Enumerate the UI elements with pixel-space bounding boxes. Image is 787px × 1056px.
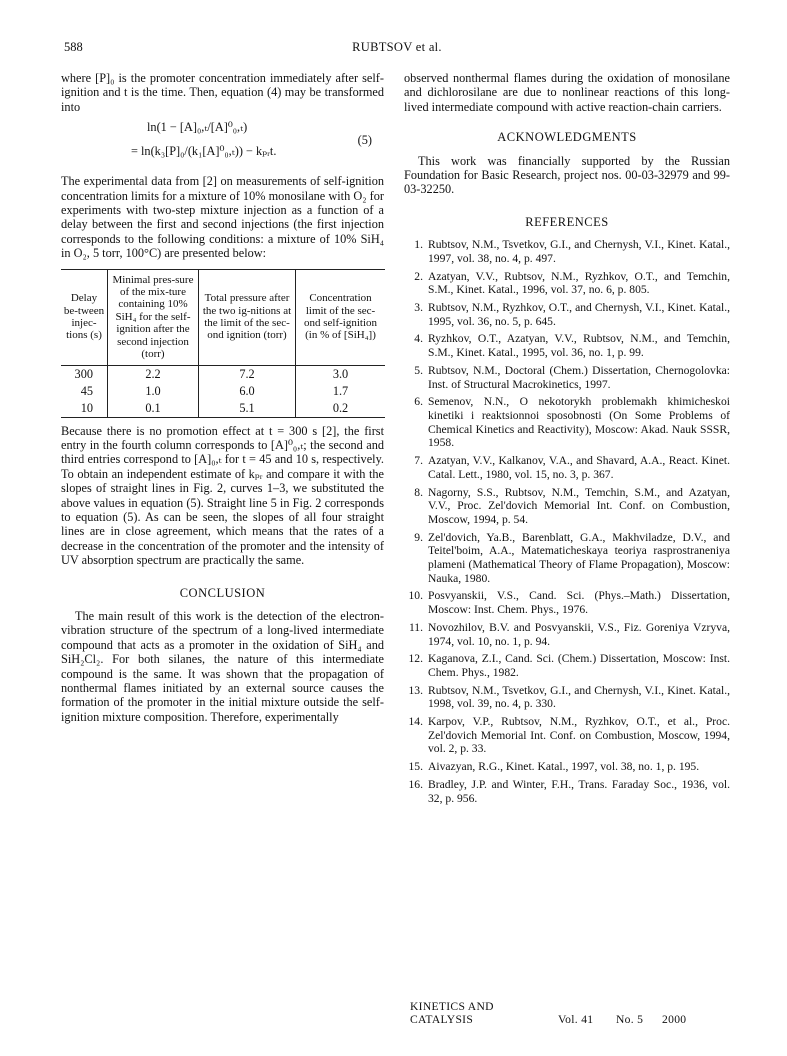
reference-number: 11.	[408, 620, 423, 634]
reference-number: 8.	[414, 485, 423, 499]
data-paragraph: The experimental data from [2] on measurements of self-ignition concentration limits for a mixture of 10% monosilane with O₂ for experiments with two-step mixture injection as a function of a delay between the first and second injections (the first injection corresponds to the following conditions: a mixture of 10% SiH₄ in O₂, 5 torr, 100°C) are presented below:	[61, 174, 384, 261]
references-heading: REFERENCES	[525, 214, 609, 229]
reference-number: 5.	[414, 363, 423, 377]
reference-number: 6.	[414, 395, 423, 409]
table-header-cell: Concentration limit of the sec-ond self-ignition (in % of [SiH₄])	[296, 269, 386, 365]
reference-number: 4.	[414, 332, 423, 346]
reference-item	[404, 364, 730, 391]
page-footer	[410, 1000, 730, 1026]
references-list	[404, 238, 730, 805]
reference-text: Rubtsov, N.M., Doctoral (Chem.) Dissertation, Chernogolovka: Inst. of Structural Macrokinetics, 1997.	[428, 363, 730, 391]
table-cell: 1.7	[296, 383, 386, 400]
conclusion-paragraph: The main result of this work is the detection of the electron-vibration structure of the spectrum of a long-lived intermediate compound that acts as a promoter in the oxidation of SiH₄ and SiH₂Cl₂. For both silanes, the nature of this intermediate compound is the same. It was shown that the propagation of nonthermal flames initiated by an external source causes the formation of the promoter in the initial mixture outside the self-ignition mixture composition. Therefore, experimentally	[61, 608, 384, 724]
reference-item	[404, 684, 730, 711]
table-cell: 6.0	[199, 383, 296, 400]
equation-line-1: ln(1 − [A]₀,ₜ/[A]⁰₀,ₜ)	[147, 120, 248, 135]
journal-name: KINETICS AND CATALYSIS	[410, 1000, 494, 1026]
table-cell: 3.0	[296, 365, 386, 383]
reference-item	[404, 454, 730, 481]
reference-item	[404, 332, 730, 359]
reference-item	[404, 486, 730, 527]
equation-5	[61, 120, 384, 166]
reference-text: Rubtsov, N.M., Tsvetkov, G.I., and Chernysh, V.I., Kinet. Katal., 1998, vol. 39, no. 4, p. 330.	[428, 683, 730, 711]
reference-text: Kaganova, Z.I., Cand. Sci. (Chem.) Dissertation, Moscow: Inst. Chem. Phys., 1982.	[428, 652, 730, 679]
reference-text: Rubtsov, N.M., Ryzhkov, O.T., and Chernysh, V.I., Kinet. Katal., 1995, vol. 36, no. 5, p. 645.	[428, 301, 730, 328]
right-column	[404, 71, 730, 809]
reference-number: 1.	[414, 238, 423, 252]
acknowledgments-heading: ACKNOWLEDGMENTS	[497, 130, 637, 145]
table-header-row	[61, 269, 385, 365]
table-cell: 45	[61, 383, 108, 400]
equation-line-2: = ln(k₃[P]₀/(k₁[A]⁰₀,ₜ)) − kₚᵣt.	[131, 144, 277, 159]
reference-item	[404, 652, 730, 679]
reference-item	[404, 395, 730, 450]
table-header-cell: Delay be-tween injec-tions (s)	[61, 269, 108, 365]
table-cell: 300	[61, 365, 108, 383]
reference-item	[404, 589, 730, 616]
equation-number: (5)	[357, 133, 372, 148]
reference-text: Zel'dovich, Ya.B., Barenblatt, G.A., Makhviladze, D.V., and Teitel'boim, A.A., Matematicheskaya teoriya rasprostraneniya plameni (Mathematical Theory of Flame Propagation), Moscow: Nauka, 1980.	[428, 530, 730, 585]
reference-number: 10.	[408, 589, 423, 603]
journal-number: No. 5	[616, 1013, 644, 1026]
table-header-cell: Total pressure after the two ig-nitions at the limit of the sec-ond ignition (torr)	[199, 269, 296, 365]
reference-number: 14.	[408, 715, 423, 729]
discussion-paragraph: Because there is no promotion effect at t = 300 s [2], the first entry in the fourth column corresponds to [A]⁰₀,ₜ; the second and third entries correspond to [A]₀,ₜ for t = 45 and 10 s, respectively. To obtain an independent estimate of kₚᵣ and compare it with the slopes of straight lines in Fig. 2, curves 1–3, we substituted the above values in equation (5). Straight line 5 in Fig. 2 corresponds to equation (5). As can be seen, the slopes of all four straight lines are in close agreement, which means that the rates of a decrease in the concentration of the promoter and the intensity of UV absorption spectrum are practically the same.	[61, 423, 384, 568]
page-number: 588	[64, 40, 83, 54]
reference-number: 15.	[408, 760, 423, 774]
reference-number: 9.	[414, 530, 423, 544]
table-cell: 2.2	[108, 365, 199, 383]
data-table	[61, 269, 385, 418]
reference-item	[404, 760, 730, 774]
table-cell: 10	[61, 400, 108, 418]
reference-text: Azatyan, V.V., Kalkanov, V.A., and Shavard, A.A., React. Kinet. Catal. Lett., 1980, vol. 15, no. 3, p. 367.	[428, 454, 730, 481]
table-cell: 1.0	[108, 383, 199, 400]
journal-year: 2000	[662, 1013, 687, 1026]
table-row	[61, 365, 385, 383]
continuation-paragraph: observed nonthermal flames during the oxidation of monosilane and dichlorosilane are due to nonlinear reactions of this long-lived intermediate compound with active reaction-chain carriers.	[404, 71, 730, 114]
table-cell: 0.2	[296, 400, 386, 418]
reference-text: Ryzhkov, O.T., Azatyan, V.V., Rubtsov, N.M., and Temchin, S.M., Kinet. Katal., 1995, vol. 36, no. 1, p. 99.	[428, 332, 730, 360]
table-cell: 7.2	[199, 365, 296, 383]
reference-text: Semenov, N.N., O nekotorykh problemakh khimicheskoi kinetiki i reaktsionnoi sposobnosti (On Some Problems of Chemical Kinetics and Reactivity), Moscow: Akad. Nauk SSSR, 1958.	[428, 395, 730, 450]
reference-number: 3.	[414, 301, 423, 315]
table-cell: 0.1	[108, 400, 199, 418]
reference-item	[404, 270, 730, 297]
reference-text: Rubtsov, N.M., Tsvetkov, G.I., and Chernysh, V.I., Kinet. Katal., 1997, vol. 38, no. 4, p. 497.	[428, 238, 730, 265]
reference-number: 12.	[408, 652, 423, 666]
acknowledgments-paragraph: This work was financially supported by the Russian Foundation for Basic Research, project nos. 00-03-32979 and 99-03-32250.	[404, 153, 730, 197]
reference-number: 13.	[408, 683, 423, 697]
journal-volume: Vol. 41	[558, 1013, 594, 1026]
table-row	[61, 400, 385, 418]
reference-text: Nagorny, S.S., Rubtsov, N.M., Temchin, S.M., and Azatyan, V.V., Proc. Zel'dovich Memorial Int. Conf. on Combustion, Moscow, 1994, p. 54.	[428, 485, 730, 526]
reference-text: Karpov, V.P., Rubtsov, N.M., Ryzhkov, O.T., et al., Proc. Zel'dovich Memorial Int. Conf. on Combustion, Moscow, 1994, vol. 2, p. 33.	[428, 715, 730, 756]
table-header-cell: Minimal pres-sure of the mix-ture containing 10% SiH₄ for the self-ignition after the second injection (torr)	[108, 269, 199, 365]
left-column	[61, 71, 384, 724]
reference-text: Bradley, J.P. and Winter, F.H., Trans. Faraday Soc., 1936, vol. 32, p. 956.	[428, 777, 730, 805]
reference-item	[404, 238, 730, 265]
reference-item	[404, 621, 730, 648]
reference-text: Posvyanskii, V.S., Cand. Sci. (Phys.–Math.) Dissertation, Moscow: Inst. Chem. Phys., 1976.	[428, 589, 730, 617]
reference-text: Aivazyan, R.G., Kinet. Katal., 1997, vol. 38, no. 1, p. 195.	[428, 760, 700, 774]
reference-item	[404, 778, 730, 805]
running-title: RUBTSOV et al.	[352, 40, 442, 54]
intro-paragraph: where [P]₀ is the promoter concentration immediately after self-ignition and t is the time. Then, equation (4) may be transformed into	[61, 71, 384, 114]
table-row	[61, 383, 385, 400]
reference-number: 2.	[414, 269, 423, 283]
reference-item	[404, 531, 730, 586]
table-cell: 5.1	[199, 400, 296, 418]
reference-text: Azatyan, V.V., Rubtsov, N.M., Ryzhkov, O.T., and Temchin, S.M., Kinet. Katal., 1996, vol. 37, no. 6, p. 805.	[428, 269, 730, 297]
reference-number: 16.	[408, 777, 423, 791]
conclusion-heading: CONCLUSION	[179, 585, 266, 600]
reference-item	[404, 301, 730, 328]
reference-text: Novozhilov, B.V. and Posvyanskii, V.S., Fiz. Goreniya Vzryva, 1974, vol. 10, no. 1, p. 94.	[428, 620, 730, 648]
page-header	[64, 40, 730, 56]
reference-number: 7.	[414, 454, 423, 468]
reference-item	[404, 715, 730, 756]
